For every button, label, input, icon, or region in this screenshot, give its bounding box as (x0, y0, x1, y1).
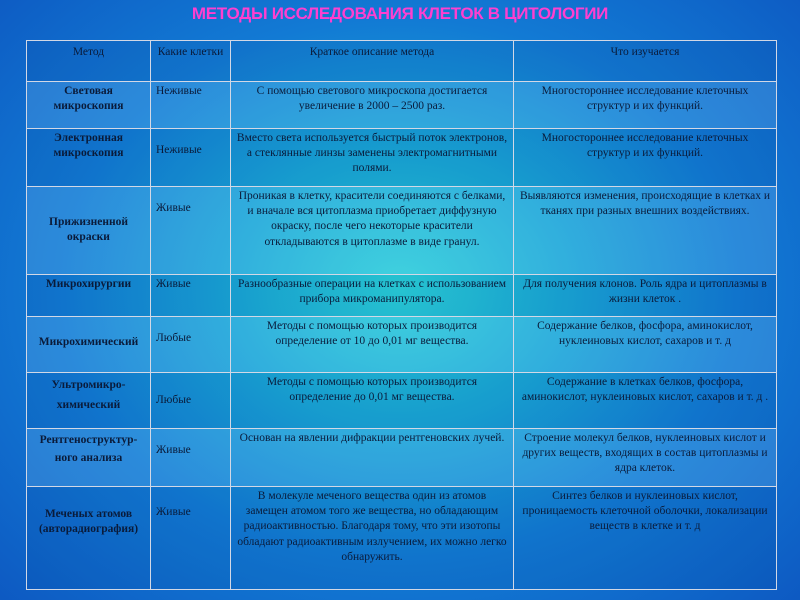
row-method: Световая микроскопия (27, 82, 151, 129)
row-description: Методы с помощью которых производится определение до 0,01 мг вещества. (231, 373, 514, 429)
row-studied: Синтез белков и нуклеиновых кислот, проницаемость клеточной оболочки, локализации веществ в клетке и т. д (514, 487, 777, 590)
table-header-row (27, 41, 777, 82)
table-row (27, 275, 777, 317)
row-description: Вместо света используется быстрый поток электронов, а стеклянные линзы заменены электромагнитными полями. (231, 129, 514, 187)
row-studied: Для получения клонов. Роль ядра и цитоплазмы в жизни клеток . (514, 275, 777, 317)
table-row (27, 82, 777, 129)
row-description: Проникая в клетку, красители соединяются с белками, и вначале вся цитоплазма приобретает диффузную окраску, после чего некоторые красители откладываются в цитоплазме в виде гранул. (231, 187, 514, 275)
row-cells: Живые (151, 429, 231, 487)
row-studied: Содержание белков, фосфора, аминокислот, нуклеиновых кислот, сахаров и т. д (514, 317, 777, 373)
row-method: Электронная микроскопия (27, 129, 151, 187)
header-cells: Какие клетки (151, 41, 231, 82)
row-cells: Любые (151, 317, 231, 373)
row-cells: Неживые (151, 82, 231, 129)
table-row (27, 429, 777, 487)
header-studied: Что изучается (514, 41, 777, 82)
row-method: Меченых атомов (авторадиография) (27, 487, 151, 590)
table-row (27, 317, 777, 373)
row-studied: Многостороннее исследование клеточных структур и их функций. (514, 129, 777, 187)
header-method: Метод (27, 41, 151, 82)
row-description: Разнообразные операции на клетках с использованием прибора микроманипулятора. (231, 275, 514, 317)
row-method: Рентгеноструктур-ного анализа (27, 429, 151, 487)
row-studied: Строение молекул белков, нуклеиновых кислот и других веществ, входящих в состав цитоплазмы и ядра клеток. (514, 429, 777, 487)
row-cells: Любые (151, 373, 231, 429)
table-row (27, 487, 777, 590)
row-description: В молекуле меченого вещества один из атомов замещен атомом того же вещества, но обладающим радиоактивностью. Благодаря тому, что эти изотопы обладают радиоактивным излучением, их можно легко обнаружить. (231, 487, 514, 590)
row-cells: Живые (151, 487, 231, 590)
header-description: Краткое описание метода (231, 41, 514, 82)
table-row (27, 373, 777, 429)
row-description: Основан на явлении дифракции рентгеновских лучей. (231, 429, 514, 487)
row-studied: Содержание в клетках белков, фосфора, аминокислот, нуклеиновых кислот, сахаров и т. д . (514, 373, 777, 429)
row-cells: Неживые (151, 129, 231, 187)
page-title: МЕТОДЫ ИССЛЕДОВАНИЯ КЛЕТОК В ЦИТОЛОГИИ (191, 4, 609, 23)
row-method: Прижизненной окраски (27, 187, 151, 275)
row-description: Методы с помощью которых производится определение от 10 до 0,01 мг вещества. (231, 317, 514, 373)
table-row (27, 129, 777, 187)
table-row (27, 187, 777, 275)
row-method: Ультромикро-химический (27, 373, 151, 429)
row-method: Микрохимический (27, 317, 151, 373)
row-studied: Многостороннее исследование клеточных структур и их функций. (514, 82, 777, 129)
row-cells: Живые (151, 275, 231, 317)
row-studied: Выявляются изменения, происходящие в клетках и тканях при разных внешних воздействиях. (514, 187, 777, 275)
row-method: Микрохирургии (27, 275, 151, 317)
row-cells: Живые (151, 187, 231, 275)
row-description: С помощью светового микроскопа достигается увеличение в 2000 – 2500 раз. (231, 82, 514, 129)
methods-table (26, 40, 777, 590)
